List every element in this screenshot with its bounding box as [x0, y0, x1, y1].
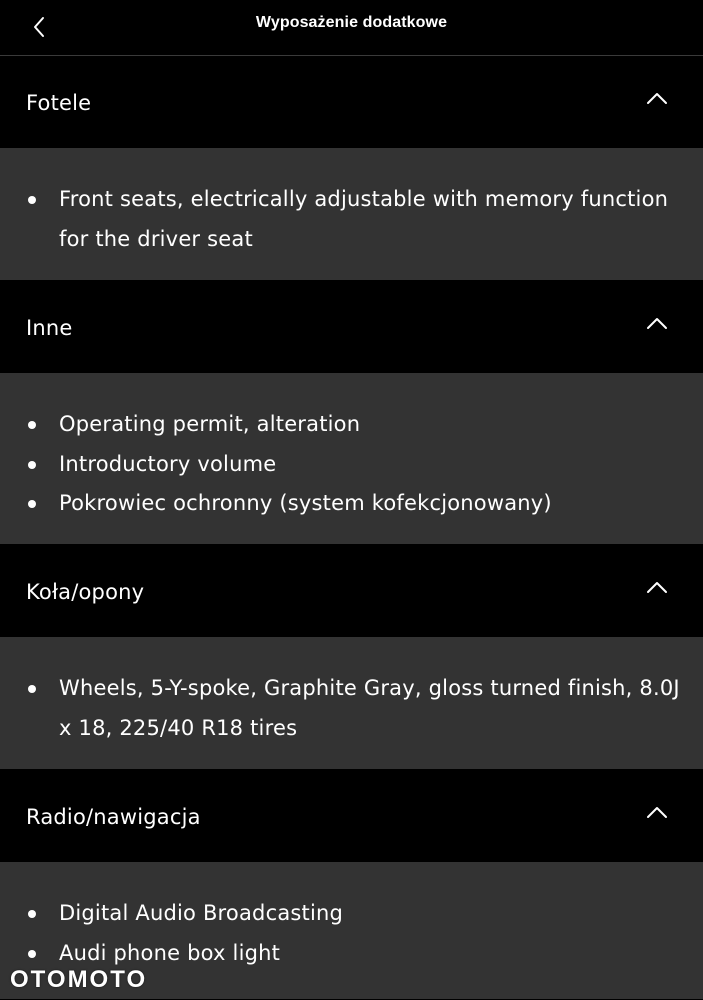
section-body-fotele — [0, 148, 703, 280]
section-header-inne[interactable] — [0, 281, 703, 373]
section-title: Fotele — [26, 91, 92, 115]
item-list — [0, 180, 703, 259]
list-item: Pokrowiec ochronny (system kofekcjonowany) — [0, 484, 703, 524]
chevron-up-icon[interactable] — [645, 90, 669, 106]
section-body-inne — [0, 373, 703, 544]
section-header-kola-opony[interactable] — [0, 545, 703, 637]
bullet-icon — [28, 910, 36, 918]
chevron-up-icon[interactable] — [645, 804, 669, 820]
list-item: Operating permit, alteration — [0, 405, 703, 445]
section-title: Koła/opony — [26, 580, 145, 604]
list-item: Introductory volume — [0, 445, 703, 485]
section-header-fotele[interactable] — [0, 56, 703, 148]
section-header-radio-nawigacja[interactable] — [0, 770, 703, 862]
list-item: Audi phone box light — [0, 934, 703, 974]
bullet-icon — [28, 950, 36, 958]
watermark-logo: OTOMOTO — [10, 966, 148, 993]
list-item: Front seats, electrically adjustable with memory function for the driver seat — [0, 180, 703, 259]
item-list — [0, 669, 703, 748]
bullet-icon — [28, 685, 36, 693]
section-body-kola-opony — [0, 637, 703, 769]
item-list — [0, 405, 703, 524]
bullet-icon — [28, 500, 36, 508]
section-title: Radio/nawigacja — [26, 805, 201, 829]
chevron-up-icon[interactable] — [645, 579, 669, 595]
list-item: Wheels, 5-Y-spoke, Graphite Gray, gloss turned finish, 8.0J x 18, 225/40 R18 tires — [0, 669, 703, 748]
top-bar — [0, 0, 703, 56]
item-list — [0, 894, 703, 973]
bullet-icon — [28, 461, 36, 469]
page-title: Wyposażenie dodatkowe — [255, 14, 448, 31]
chevron-up-icon[interactable] — [645, 315, 669, 331]
bullet-icon — [28, 421, 36, 429]
list-item: Digital Audio Broadcasting — [0, 894, 703, 934]
section-title: Inne — [26, 316, 73, 340]
bullet-icon — [28, 196, 36, 204]
